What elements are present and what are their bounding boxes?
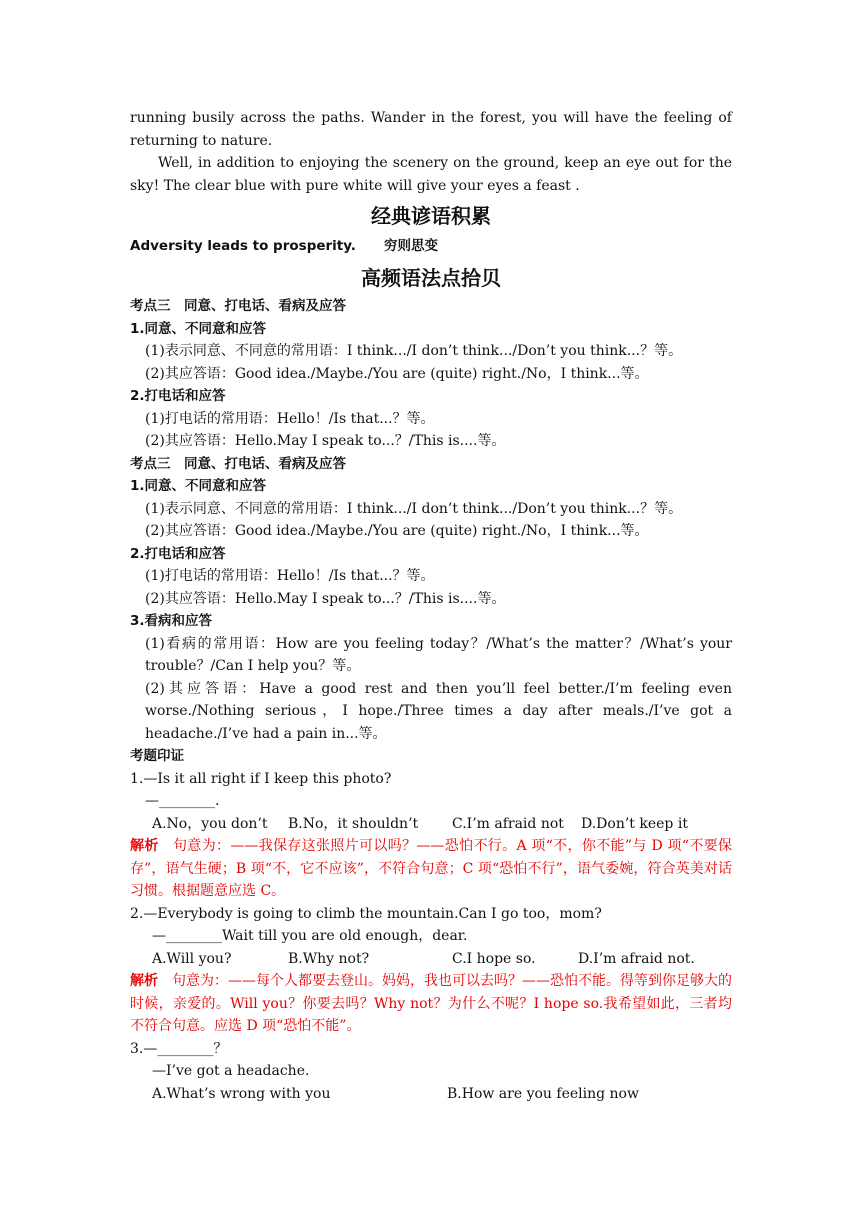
agree-replies: (2)其应答语：Good idea./Maybe./You are (quite) right./No，I think...等。 [145,365,649,382]
analysis-label: 解析 [130,838,159,854]
section-title-proverbs: 经典谚语积累 [371,204,491,228]
option-a: A.What’s wrong with you [152,1085,331,1102]
point-heading: 考点三 同意、打电话、看病及应答 [130,298,346,314]
option-c: C.I hope so. [452,950,536,967]
option-a: A.No，you don’t [152,815,268,832]
document-page [130,107,732,1105]
question-2-options [130,948,732,971]
subheading-agree: 1.同意、不同意和应答 [130,320,267,337]
analysis-text: 句意为：——每个人都要去登山。妈妈，我也可以去吗？——恐怕不能。得等到你足够大的时候，亲爱的。Will you？你要去吗？Why not？为什么不呢？I hope so.我希望如此，三者均不符合句意。应选 D 项“恐怕不能”。 [130,973,732,1034]
question-2-stem: 2.—Everybody is going to climb the mountain.Can I go too，mom? [130,905,602,922]
question-1-blank: —________. [145,793,220,809]
question-3-options [130,1083,732,1106]
question-3-reply: —I’ve got a headache. [152,1063,310,1079]
option-b: B.Why not? [288,950,370,967]
section-title-grammar: 高频语法点拾贝 [361,266,501,290]
question-1-stem: 1.—Is it all right if I keep this photo? [130,770,392,787]
phone-replies: (2)其应答语：Hello.May I speak to...？/This is....等。 [145,433,506,449]
exercises-heading: 考题印证 [130,748,184,764]
option-b: B.How are you feeling now [447,1085,639,1102]
agree-phrases: (1)表示同意、不同意的常用语：I think.../I don’t think.../Don’t you think...？等。 [145,500,683,517]
analysis-text: 句意为：——我保存这张照片可以吗？——恐怕不行。A 项“不，你不能”与 D 项“不要保存”，语气生硬；B 项“不，它不应该”，不符合句意；C 项“恐怕不行”，语气委婉，符合英美对话习惯。根据题意应选 C。 [130,838,733,899]
point-heading: 考点三 同意、打电话、看病及应答 [130,455,346,472]
option-b: B.No，it shouldn’t [288,815,419,832]
question-1-analysis [130,835,732,903]
option-a: A.Will you? [152,950,232,967]
question-1-options [130,813,732,836]
agree-phrases: (1)表示同意、不同意的常用语：I think.../I don’t think.../Don’t you think...？等。 [145,343,683,359]
option-d: D.I’m afraid not. [578,950,695,967]
subheading-agree: 1.同意、不同意和应答 [130,478,267,494]
analysis-label: 解析 [130,973,158,989]
passage-line-2: Well, in addition to enjoying the scenery on the ground, keep an eye out for the sky! The clear blue with pure white will give your eyes a feast . [130,155,732,194]
option-d: D.Don’t keep it [581,815,688,832]
subheading-phone: 2.打电话和应答 [130,388,226,404]
doctor-replies: (2)其应答语：Have a good rest and then you’ll feel better./I’m feeling even worse./Nothing serious，I hope./Three times a day after meals./I’ve got a headache./I’ve had a pain in...等。 [145,680,732,742]
question-2-analysis [130,970,732,1038]
question-2-blank: —________Wait till you are old enough，dear. [152,928,468,944]
option-c: C.I’m afraid not [452,815,564,832]
passage-line-1: running busily across the paths. Wander in the forest, you will have the feeling of returning to nature. [130,110,732,149]
agree-replies: (2)其应答语：Good idea./Maybe./You are (quite) right./No，I think...等。 [145,523,649,539]
proverb-english: Adversity leads to prosperity. [130,238,356,254]
proverb-row [130,233,732,259]
proverb-chinese: 穷则思变 [384,238,438,254]
subheading-doctor: 3.看病和应答 [130,613,213,629]
subheading-phone: 2.打电话和应答 [130,545,226,562]
phone-replies: (2)其应答语：Hello.May I speak to...？/This is....等。 [145,590,506,607]
doctor-phrases: (1)看病的常用语：How are you feeling today？/What’s the matter？/What’s your trouble？/Can I help you？等。 [145,635,732,674]
phone-phrases: (1)打电话的常用语：Hello！/Is that...？等。 [145,410,435,427]
phone-phrases: (1)打电话的常用语：Hello！/Is that...？等。 [145,568,435,584]
question-3-stem: 3.—________？ [130,1040,228,1057]
